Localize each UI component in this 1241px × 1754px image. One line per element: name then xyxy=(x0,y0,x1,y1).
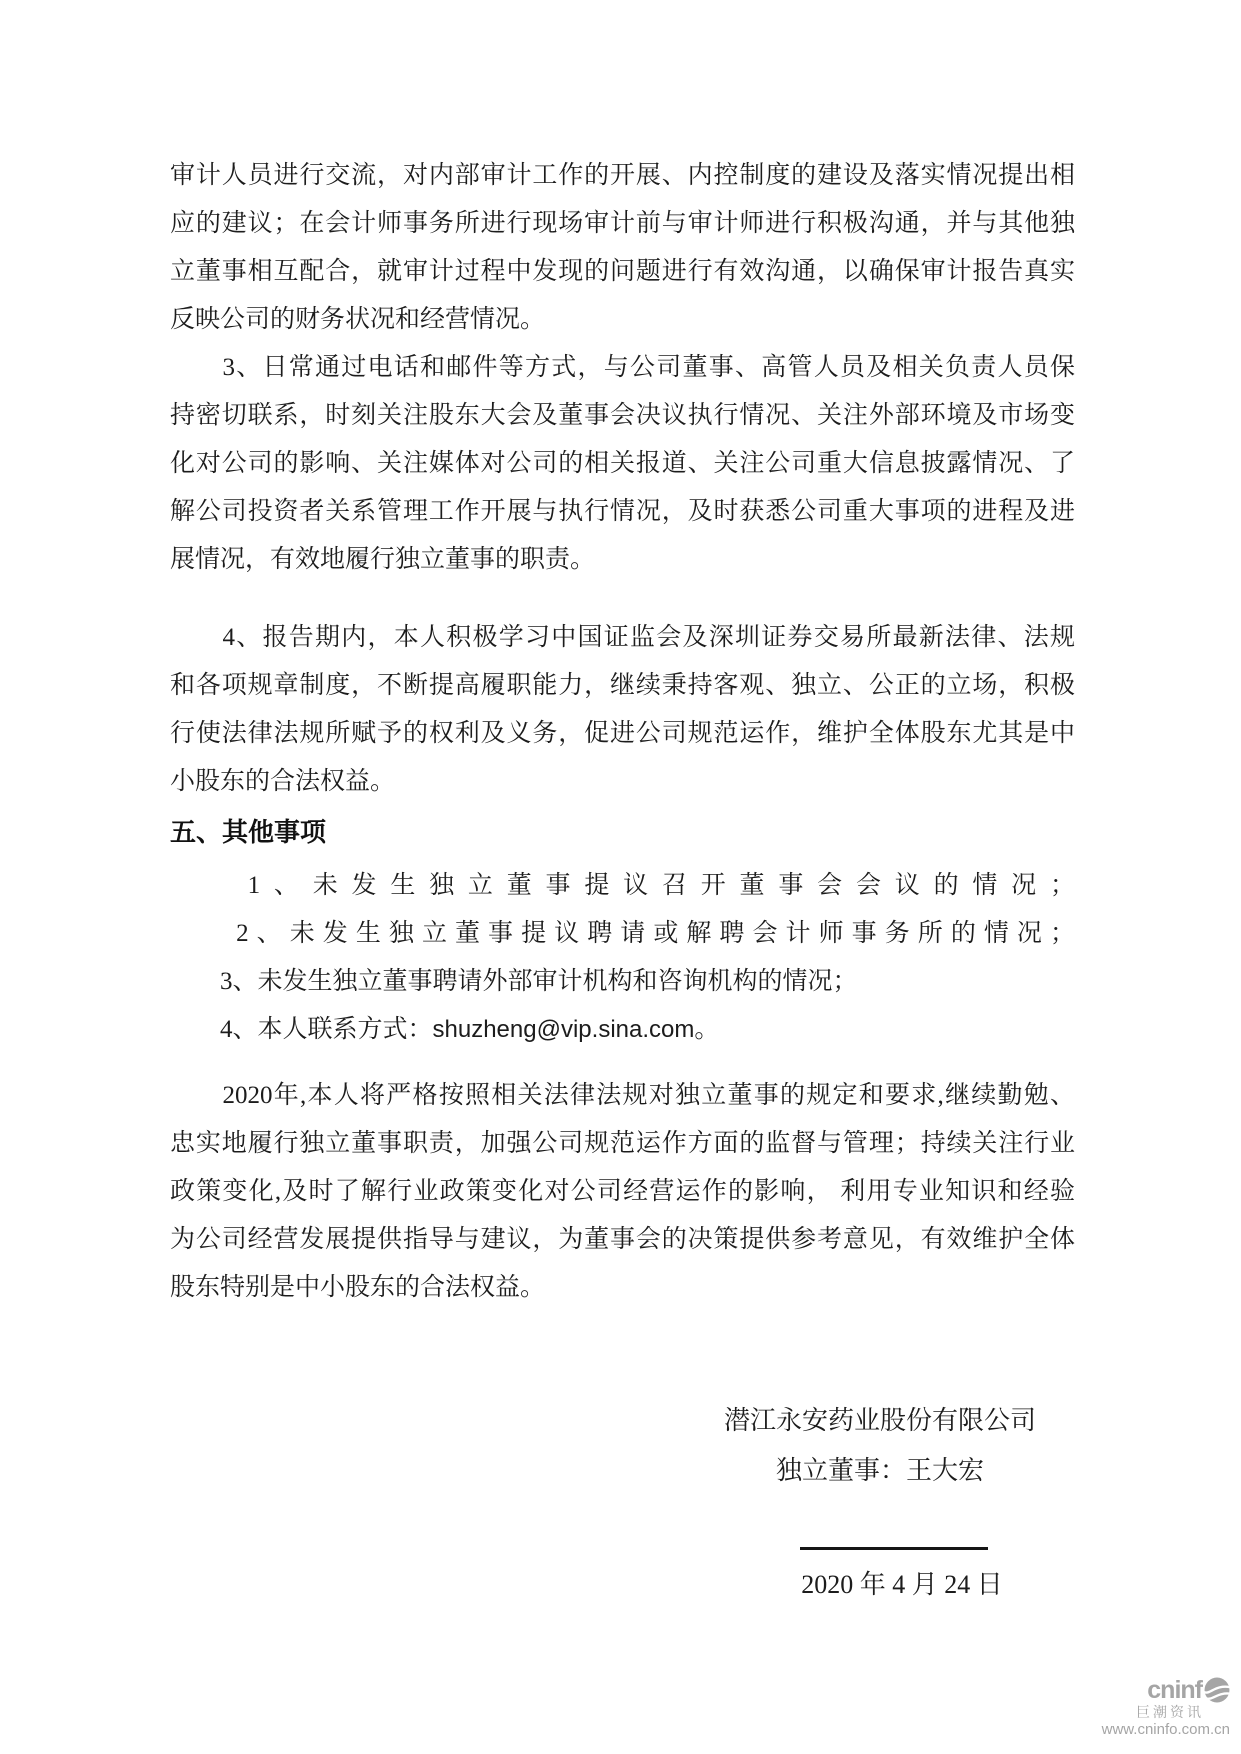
text-line: 为公司经营发展提供指导与建议，为董事会的决策提供参考意见，有效维护全体 xyxy=(170,1226,1075,1253)
text-line: 4、报告期内，本人积极学习中国证监会及深圳证券交易所最新法律、法规 xyxy=(170,624,1075,651)
text-line: 持密切联系，时刻关注股东大会及董事会决议执行情况、关注外部环境及市场变 xyxy=(170,402,1075,429)
text-line: 展情况，有效地履行独立董事的职责。 xyxy=(170,546,596,573)
cninfo-logo-row xyxy=(1102,1676,1230,1704)
signature-date: 2020 年 4 月 24 日 xyxy=(801,1570,1003,1599)
text-line: 2020年,本人将严格按照相关法律法规对独立董事的规定和要求,继续勤勉、 xyxy=(170,1082,1075,1109)
other-matters-list xyxy=(170,862,1075,1054)
cninfo-logo xyxy=(1102,1676,1230,1739)
text-line: 3、日常通过电话和邮件等方式，与公司董事、高管人员及相关负责人员保 xyxy=(170,354,1075,381)
cninfo-logo-url: www.cninfo.com.cn xyxy=(1101,1721,1230,1738)
text-line: 解公司投资者关系管理工作开展与执行情况，及时获悉公司重大事项的进程及进 xyxy=(170,498,1075,525)
cninfo-logo-text: cninf xyxy=(1147,1675,1202,1704)
text-line: 行使法律法规所赋予的权利及义务，促进公司规范运作，维护全体股东尤其是中 xyxy=(170,720,1075,747)
signature-signer: 独立董事：王大宏 xyxy=(775,1456,984,1485)
text-line: 3、未发生独立董事聘请外部审计机构和咨询机构的情况； xyxy=(170,968,858,995)
text-line: 反映公司的财务状况和经营情况。 xyxy=(170,306,546,333)
contact-label: 4、本人联系方式： xyxy=(170,1016,433,1043)
section-heading-other-matters: 五、其他事项 xyxy=(170,817,327,847)
text-line: 和各项规章制度，不断提高履职能力，继续秉持客观、独立、公正的立场，积极 xyxy=(170,672,1075,699)
signature-block xyxy=(640,1396,1120,1496)
text-line: 审计人员进行交流，对内部审计工作的开展、内控制度的建设及落实情况提出相 xyxy=(170,162,1075,189)
text-line: 2、未发生独立董事提议聘请或解聘会计师事务所的情况； xyxy=(170,920,1075,947)
list-item-contact xyxy=(170,1006,1075,1054)
contact-email: shuzheng@vip.sina.com xyxy=(432,1016,695,1043)
text-line: 股东特别是中小股东的合法权益。 xyxy=(170,1274,546,1301)
text-line: 应的建议；在会计师事务所进行现场审计前与审计师进行积极沟通，并与其他独 xyxy=(170,210,1075,237)
paragraph-outlook xyxy=(170,1072,1075,1312)
cninfo-globe-icon xyxy=(1204,1677,1230,1703)
paragraph-audit-communication xyxy=(170,152,1075,344)
contact-period: 。 xyxy=(694,1016,720,1043)
text-line: 化对公司的影响、关注媒体对公司的相关报道、关注公司重大信息披露情况、了 xyxy=(170,450,1075,477)
paragraph-daily-communication xyxy=(170,344,1075,584)
signature-company: 潜江永安药业股份有限公司 xyxy=(723,1406,1036,1435)
cninfo-logo-chinese: 巨潮资讯 xyxy=(1136,1704,1204,1720)
text-line: 1、未发生独立董事提议召开董事会会议的情况； xyxy=(170,872,1075,899)
other-matters-items xyxy=(170,862,1075,1006)
text-line: 政策变化,及时了解行业政策变化对公司经营运作的影响， 利用专业知识和经验 xyxy=(170,1178,1075,1205)
text-line: 立董事相互配合，就审计过程中发现的问题进行有效沟通，以确保审计报告真实 xyxy=(170,258,1075,285)
signature-line xyxy=(800,1547,988,1550)
text-line: 忠实地履行独立董事职责，加强公司规范运作方面的监督与管理；持续关注行业 xyxy=(170,1130,1075,1157)
paragraph-study-regulations xyxy=(170,614,1075,806)
text-line: 小股东的合法权益。 xyxy=(170,768,396,795)
